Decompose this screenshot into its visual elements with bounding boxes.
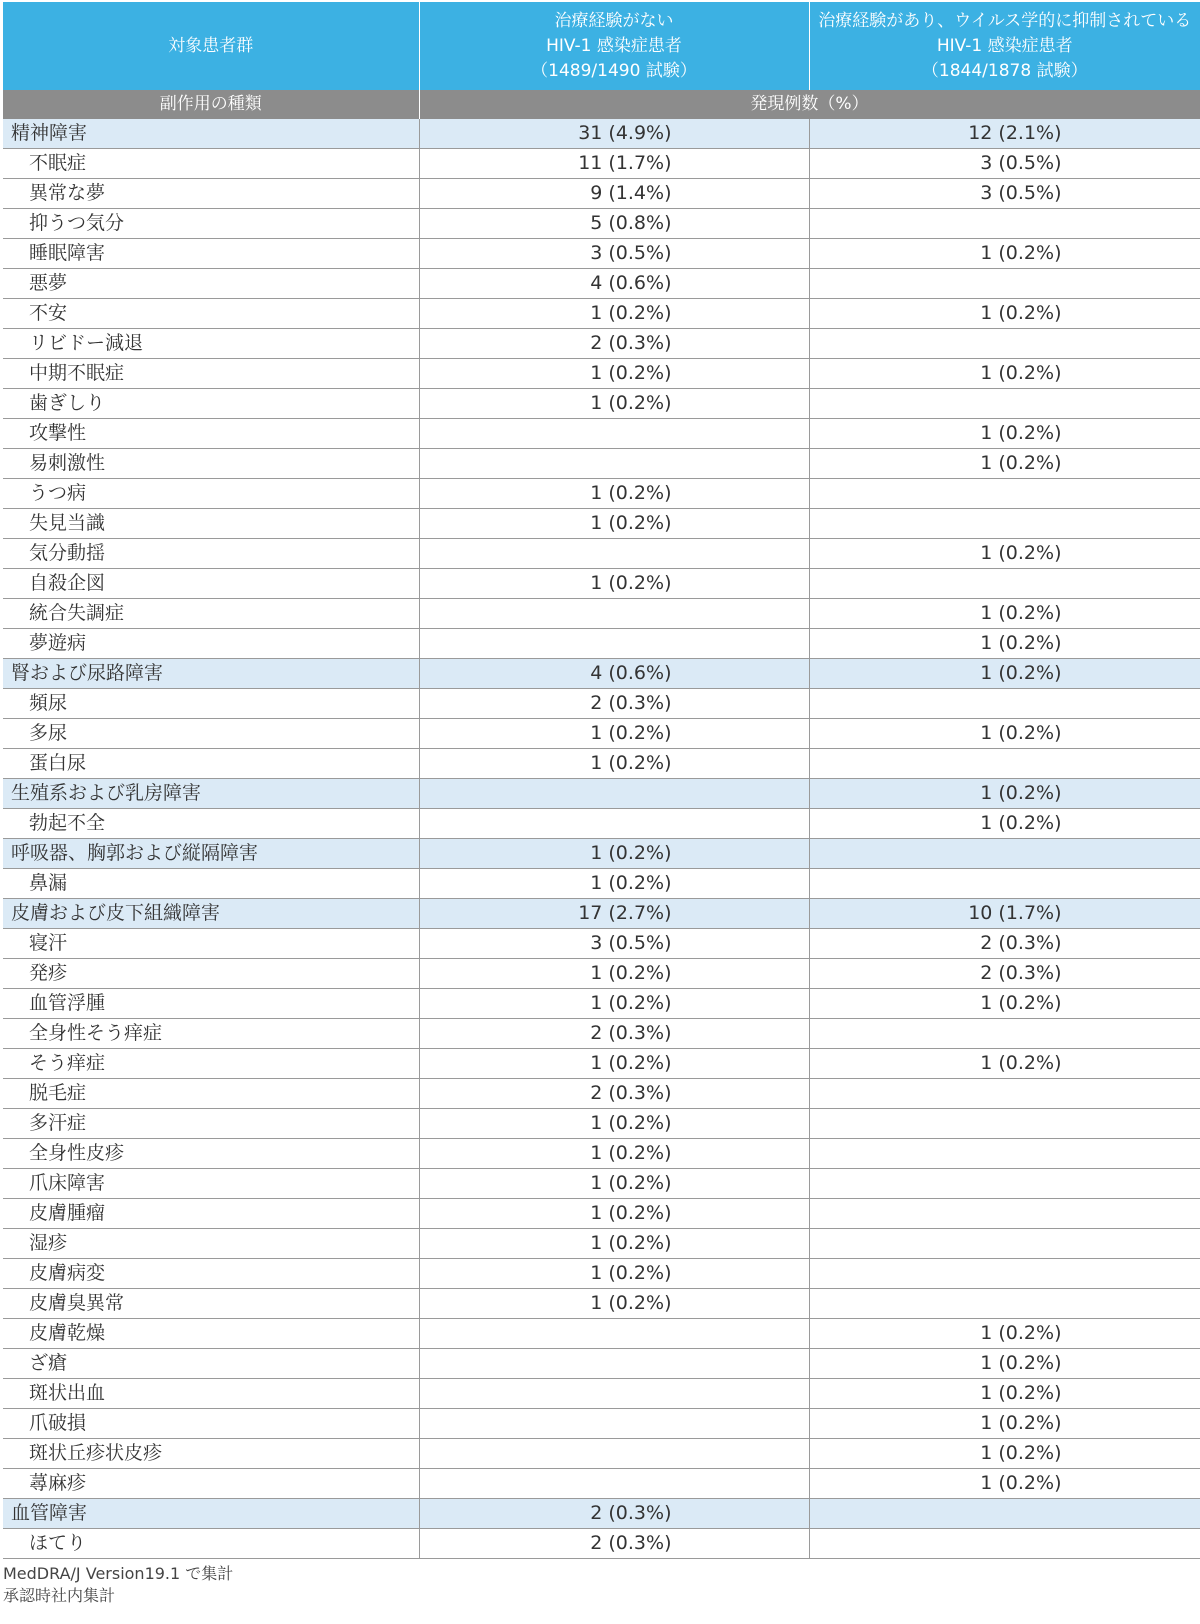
table-row [3,929,1200,959]
naive-count-cell [419,659,809,689]
reaction-name: 勃起不全 [3,809,419,839]
experienced-count: 10 (1.7%) [968,902,1062,924]
naive-count-cell [419,929,809,959]
table-row [3,1049,1200,1079]
naive-count-cell [419,959,809,989]
table-row [3,359,1200,389]
experienced-count: 1 (0.2%) [980,1442,1062,1464]
reaction-name: うつ病 [3,479,419,509]
naive-count-cell [419,329,809,359]
naive-count-cell [419,389,809,419]
naive-count: 1 (0.2%) [590,872,672,894]
table-row [3,1409,1200,1439]
naive-count-cell [419,179,809,209]
naive-count-cell [419,599,809,629]
naive-count-cell [419,839,809,869]
experienced-count-cell [809,539,1200,569]
naive-count: 3 (0.5%) [590,242,672,264]
table-row [3,239,1200,269]
reaction-name: 失見当識 [3,509,419,539]
experienced-count: 1 (0.2%) [980,1322,1062,1344]
reaction-name: 蕁麻疹 [3,1469,419,1499]
reaction-name: 血管浮腫 [3,989,419,1019]
reaction-name: 皮膚腫瘤 [3,1199,419,1229]
experienced-count-cell [809,329,1200,359]
experienced-count-cell [809,809,1200,839]
category-row [3,659,1200,689]
table-row [3,299,1200,329]
table-row [3,1199,1200,1229]
reaction-name: 皮膚病変 [3,1259,419,1289]
experienced-count-cell [809,749,1200,779]
naive-count: 2 (0.3%) [590,1502,672,1524]
category-name: 皮膚および皮下組織障害 [3,899,419,929]
table-row [3,809,1200,839]
experienced-count-cell [809,1169,1200,1199]
header-experienced-line: 治療経験があり、ウイルス学的に抑制されている [818,10,1192,31]
naive-count-cell [419,1499,809,1529]
naive-count-cell [419,269,809,299]
experienced-count-cell [809,779,1200,809]
header-naive-line: （1489/1490 試験） [531,60,697,81]
naive-count-cell [419,449,809,479]
category-row [3,899,1200,929]
category-row [3,779,1200,809]
reaction-name: 脱毛症 [3,1079,419,1109]
experienced-count-cell [809,989,1200,1019]
naive-count-cell [419,1469,809,1499]
experienced-count-cell [809,1229,1200,1259]
naive-count-cell [419,419,809,449]
naive-count-cell [419,1259,809,1289]
reaction-name: 多汗症 [3,1109,419,1139]
naive-count: 1 (0.2%) [590,842,672,864]
reaction-name: 気分動揺 [3,539,419,569]
naive-count-cell [419,1409,809,1439]
table-row [3,1379,1200,1409]
naive-count: 2 (0.3%) [590,1532,672,1554]
table-row [3,1349,1200,1379]
experienced-count-cell [809,449,1200,479]
table-row [3,1169,1200,1199]
naive-count: 1 (0.2%) [590,1142,672,1164]
experienced-count-cell [809,1349,1200,1379]
naive-count: 2 (0.3%) [590,332,672,354]
experienced-count: 2 (0.3%) [980,962,1062,984]
reaction-name: リビドー減退 [3,329,419,359]
reaction-name: 皮膚臭異常 [3,1289,419,1319]
header-reaction-type: 副作用の種類 [3,90,419,119]
naive-count: 4 (0.6%) [590,662,672,684]
experienced-count-cell [809,1529,1200,1559]
experienced-count-cell [809,1079,1200,1109]
experienced-count: 1 (0.2%) [980,1412,1062,1434]
experienced-count-cell [809,1199,1200,1229]
naive-count-cell [419,899,809,929]
naive-count-cell [419,359,809,389]
table-row [3,1019,1200,1049]
reaction-name: 夢遊病 [3,629,419,659]
naive-count-cell [419,1049,809,1079]
header-naive-line: 治療経験がない [554,10,674,31]
naive-count: 1 (0.2%) [590,1112,672,1134]
experienced-count: 1 (0.2%) [980,632,1062,654]
table-row [3,1439,1200,1469]
footnote-source: 承認時社内集計 [3,1586,116,1605]
naive-count-cell [419,629,809,659]
naive-count-cell [419,1139,809,1169]
naive-count-cell [419,1529,809,1559]
experienced-count-cell [809,899,1200,929]
experienced-count-cell [809,839,1200,869]
experienced-count-cell [809,629,1200,659]
experienced-count: 1 (0.2%) [980,1352,1062,1374]
naive-count-cell [419,749,809,779]
experienced-count-cell [809,179,1200,209]
table-row [3,1079,1200,1109]
category-row [3,839,1200,869]
naive-count: 1 (0.2%) [590,1202,672,1224]
experienced-count: 3 (0.5%) [980,182,1062,204]
table-row [3,149,1200,179]
experienced-count: 2 (0.3%) [980,932,1062,954]
header-naive-line: HIV-1 感染症患者 [546,35,682,56]
experienced-count-cell [809,869,1200,899]
table-row [3,329,1200,359]
naive-count: 1 (0.2%) [590,1262,672,1284]
experienced-count: 1 (0.2%) [980,1382,1062,1404]
table-row [3,599,1200,629]
category-row [3,119,1200,149]
reaction-name: 歯ぎしり [3,389,419,419]
reaction-name: 鼻漏 [3,869,419,899]
reaction-name: 易刺激性 [3,449,419,479]
experienced-count-cell [809,1409,1200,1439]
naive-count: 1 (0.2%) [590,752,672,774]
experienced-count: 1 (0.2%) [980,722,1062,744]
experienced-count: 1 (0.2%) [980,812,1062,834]
reaction-name: 悪夢 [3,269,419,299]
experienced-count-cell [809,359,1200,389]
naive-count-cell [419,1169,809,1199]
table-subheader-row [3,90,1200,119]
reaction-name: 自殺企図 [3,569,419,599]
naive-count: 2 (0.3%) [590,1082,672,1104]
table-row [3,1109,1200,1139]
experienced-count-cell [809,599,1200,629]
table-header-row [3,2,1200,90]
naive-count-cell [419,779,809,809]
experienced-count-cell [809,1259,1200,1289]
naive-count-cell [419,149,809,179]
naive-count: 1 (0.2%) [590,392,672,414]
experienced-count: 1 (0.2%) [980,242,1062,264]
experienced-count-cell [809,209,1200,239]
table-row [3,479,1200,509]
header-experienced-line: （1844/1878 試験） [921,60,1088,81]
experienced-count-cell [809,419,1200,449]
experienced-count: 1 (0.2%) [980,302,1062,324]
naive-count-cell [419,479,809,509]
naive-count-cell [419,1289,809,1319]
experienced-count-cell [809,1139,1200,1169]
experienced-count-cell [809,1439,1200,1469]
experienced-count-cell [809,119,1200,149]
reaction-name: 睡眠障害 [3,239,419,269]
naive-count: 31 (4.9%) [578,122,672,144]
experienced-count-cell [809,509,1200,539]
naive-count: 2 (0.3%) [590,692,672,714]
adverse-reaction-table [3,2,1200,1559]
experienced-count-cell [809,719,1200,749]
naive-count-cell [419,1349,809,1379]
table-row [3,419,1200,449]
naive-count: 4 (0.6%) [590,272,672,294]
reaction-name: 中期不眠症 [3,359,419,389]
naive-count-cell [419,869,809,899]
experienced-count-cell [809,269,1200,299]
experienced-count-cell [809,1019,1200,1049]
table-row [3,179,1200,209]
naive-count-cell [419,509,809,539]
naive-count: 1 (0.2%) [590,1292,672,1314]
reaction-name: 抑うつ気分 [3,209,419,239]
table-row [3,1469,1200,1499]
experienced-count-cell [809,299,1200,329]
naive-count-cell [419,119,809,149]
reaction-name: 全身性そう痒症 [3,1019,419,1049]
experienced-count-cell [809,1319,1200,1349]
reaction-name: 攻撃性 [3,419,419,449]
table-row [3,1529,1200,1559]
reaction-name: 湿疹 [3,1229,419,1259]
naive-count-cell [419,719,809,749]
experienced-count: 1 (0.2%) [980,602,1062,624]
reaction-name: 不眠症 [3,149,419,179]
reaction-name: 斑状出血 [3,1379,419,1409]
naive-count: 1 (0.2%) [590,302,672,324]
naive-count-cell [419,689,809,719]
footnote-meddra: MedDRA/J Version19.1 で集計 [3,1564,234,1583]
naive-count-cell [419,1079,809,1109]
naive-count-cell [419,569,809,599]
table-row [3,869,1200,899]
experienced-count-cell [809,1499,1200,1529]
experienced-count-cell [809,1289,1200,1319]
experienced-count-cell [809,569,1200,599]
category-name: 精神障害 [3,119,419,149]
reaction-name: ざ瘡 [3,1349,419,1379]
table-row [3,749,1200,779]
experienced-count: 1 (0.2%) [980,452,1062,474]
naive-count: 1 (0.2%) [590,1172,672,1194]
naive-count-cell [419,989,809,1019]
table-row [3,629,1200,659]
reaction-name: 不安 [3,299,419,329]
naive-count: 1 (0.2%) [590,962,672,984]
experienced-count-cell [809,149,1200,179]
experienced-count-cell [809,1379,1200,1409]
table-row [3,989,1200,1019]
naive-count: 17 (2.7%) [578,902,672,924]
experienced-count-cell [809,389,1200,419]
table-row [3,569,1200,599]
reaction-name: 頻尿 [3,689,419,719]
reaction-name: そう痒症 [3,1049,419,1079]
naive-count: 11 (1.7%) [578,152,672,174]
table-row [3,689,1200,719]
reaction-name: 蛋白尿 [3,749,419,779]
table-row [3,1289,1200,1319]
naive-count: 5 (0.8%) [590,212,672,234]
naive-count: 1 (0.2%) [590,512,672,534]
table-row [3,509,1200,539]
naive-count: 1 (0.2%) [590,1232,672,1254]
experienced-count-cell [809,1469,1200,1499]
naive-count-cell [419,1109,809,1139]
reaction-name: 斑状丘疹状皮疹 [3,1439,419,1469]
table-body [3,119,1200,1559]
header-naive-column [419,2,809,90]
table-row [3,959,1200,989]
reaction-name: 皮膚乾燥 [3,1319,419,1349]
naive-count: 1 (0.2%) [590,1052,672,1074]
reaction-name: 統合失調症 [3,599,419,629]
category-name: 生殖系および乳房障害 [3,779,419,809]
experienced-count: 1 (0.2%) [980,782,1062,804]
table-row [3,269,1200,299]
naive-count-cell [419,1199,809,1229]
naive-count-cell [419,299,809,329]
footnotes [3,1563,1200,1607]
table-row [3,1259,1200,1289]
naive-count-cell [419,1439,809,1469]
experienced-count: 1 (0.2%) [980,662,1062,684]
experienced-count: 3 (0.5%) [980,152,1062,174]
naive-count-cell [419,1019,809,1049]
experienced-count-cell [809,929,1200,959]
reaction-name: 爪床障害 [3,1169,419,1199]
naive-count-cell [419,1319,809,1349]
experienced-count: 12 (2.1%) [968,122,1062,144]
experienced-count-cell [809,239,1200,269]
category-name: 腎および尿路障害 [3,659,419,689]
experienced-count: 1 (0.2%) [980,1052,1062,1074]
naive-count: 1 (0.2%) [590,482,672,504]
naive-count-cell [419,1229,809,1259]
reaction-name: 発疹 [3,959,419,989]
experienced-count-cell [809,1049,1200,1079]
category-row [3,1499,1200,1529]
header-incidence: 発現例数（%） [419,90,1200,119]
table-row [3,389,1200,419]
category-name: 呼吸器、胸郭および縦隔障害 [3,839,419,869]
table-row [3,719,1200,749]
experienced-count-cell [809,959,1200,989]
reaction-name: 全身性皮疹 [3,1139,419,1169]
experienced-count-cell [809,689,1200,719]
naive-count: 9 (1.4%) [590,182,672,204]
reaction-name: 多尿 [3,719,419,749]
reaction-name: 爪破損 [3,1409,419,1439]
header-experienced-line: HIV-1 感染症患者 [936,35,1073,56]
experienced-count: 1 (0.2%) [980,362,1062,384]
reaction-name: 異常な夢 [3,179,419,209]
table-row [3,1139,1200,1169]
experienced-count: 1 (0.2%) [980,992,1062,1014]
table-row [3,449,1200,479]
experienced-count: 1 (0.2%) [980,422,1062,444]
experienced-count-cell [809,659,1200,689]
naive-count: 3 (0.5%) [590,932,672,954]
table-row [3,539,1200,569]
experienced-count-cell [809,479,1200,509]
naive-count: 1 (0.2%) [590,572,672,594]
table-row [3,1229,1200,1259]
naive-count: 2 (0.3%) [590,1022,672,1044]
reaction-name: ほてり [3,1529,419,1559]
table-row [3,1319,1200,1349]
reaction-name: 寝汗 [3,929,419,959]
category-name: 血管障害 [3,1499,419,1529]
table-row [3,209,1200,239]
naive-count: 1 (0.2%) [590,722,672,744]
header-experienced-column [809,2,1200,90]
naive-count-cell [419,209,809,239]
experienced-count: 1 (0.2%) [980,542,1062,564]
experienced-count: 1 (0.2%) [980,1472,1062,1494]
naive-count-cell [419,539,809,569]
naive-count-cell [419,1379,809,1409]
naive-count-cell [419,239,809,269]
experienced-count-cell [809,1109,1200,1139]
naive-count-cell [419,809,809,839]
header-patient-group: 対象患者群 [3,2,419,90]
naive-count: 1 (0.2%) [590,992,672,1014]
naive-count: 1 (0.2%) [590,362,672,384]
